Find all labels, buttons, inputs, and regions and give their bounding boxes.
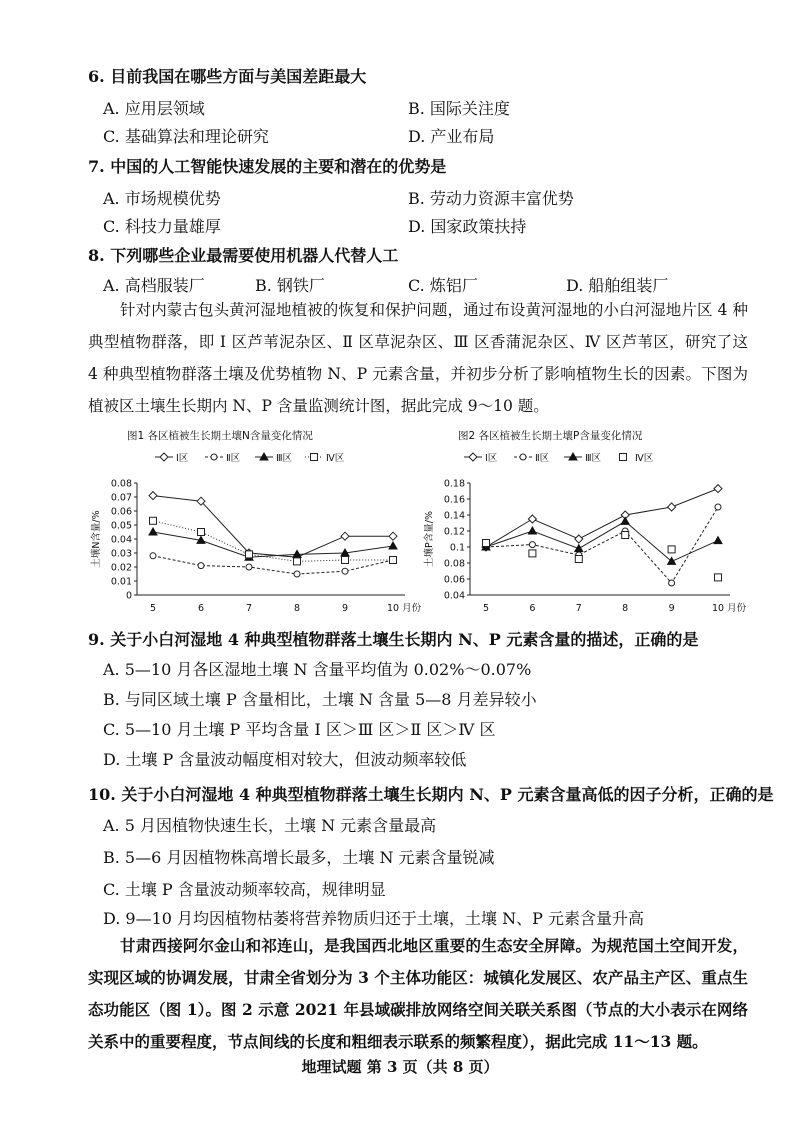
chart2-point-3-1 <box>529 550 536 557</box>
q7-option-c: C. 科技力量雄厚 <box>103 217 221 236</box>
chart1-y-tick-label-2: 0.02 <box>110 562 132 574</box>
chart1-x-tick-label-1: 6 <box>197 603 205 614</box>
chart2-x-tick-label-3: 8 <box>622 603 629 614</box>
chart2-point-0-4 <box>668 503 676 511</box>
chart1-point-3-4 <box>342 557 349 564</box>
q10-option-a: A. 5 月因植物快速生长，土壤 N 元素含量最高 <box>103 816 437 835</box>
chart1-point-3-5 <box>390 557 397 564</box>
chart2-point-2-2 <box>575 545 583 552</box>
chart1-point-0-5 <box>389 532 397 540</box>
q8-option-c: C. 炼铝厂 <box>408 276 478 295</box>
chart2-x-tick-label-5: 10 月份 <box>712 603 747 614</box>
chart1-point-2-0 <box>149 528 157 535</box>
chart1-point-3-3 <box>294 558 301 565</box>
q8-option-d: D. 船舶组装厂 <box>566 276 669 295</box>
chart1-point-1-4 <box>342 568 348 574</box>
chart1-point-3-1 <box>198 529 205 536</box>
chart2-legend-label-1: Ⅱ区 <box>535 453 550 464</box>
chart1-y-tick-label-5: 0.05 <box>110 520 132 532</box>
q8-option-a: A. 高档服装厂 <box>103 276 205 295</box>
chart1-legend-label-2: Ⅲ区 <box>276 453 293 464</box>
chart2-point-2-1 <box>528 527 536 534</box>
passage-wetland: 针对内蒙古包头黄河湿地植被的恢复和保护问题，通过布设黄河湿地的小白河湿地片区 4 种典型植物群落，即 Ⅰ 区芦苇泥杂区、Ⅱ 区草泥杂区、Ⅲ 区香蒲泥杂区、Ⅳ 区芦苇区，研究了这 4 种典型植物群落土壤及优势植物 N、P 元素含量，并初步分析了影响植物生长的因素。下图为植被区土壤生长期内 N、P 含量监测统计图，据此完成 9～10 题。 <box>88 301 748 415</box>
chart1-y-tick-label-4: 0.04 <box>110 534 132 546</box>
q10-stem: 10. 关于小白河湿地 4 种典型植物群落土壤生长期内 N、P 元素含量高低的因子分析，正确的是 <box>88 785 774 804</box>
chart2-point-3-3 <box>622 532 629 539</box>
chart2-legend-label-2: Ⅲ区 <box>585 453 602 464</box>
chart2-point-3-5 <box>715 574 722 581</box>
chart2-y-tick-label-1: 0.06 <box>443 574 465 586</box>
q7-option-d: D. 国家政策扶持 <box>408 217 527 236</box>
chart2-point-1-5 <box>715 504 721 510</box>
chart2-x-tick-label-0: 5 <box>482 603 490 614</box>
chart2-legend-label-0: Ⅰ区 <box>485 453 498 464</box>
q6-option-d: D. 产业布局 <box>408 127 495 146</box>
q6-option-b: B. 国际关注度 <box>408 99 510 118</box>
chart1-legend-marker-3 <box>311 454 318 461</box>
chart2-point-0-2 <box>575 535 583 543</box>
chart1-legend-label-1: Ⅱ区 <box>226 453 241 464</box>
passage-gansu: 甘肃西接阿尔金山和祁连山，是我国西北地区重要的生态安全屏障。为规范国土空间开发，实现区域的协调发展，甘肃全省划分为 3 个主体功能区：城镇化发展区、农产品主产区、重点生态功能区（图 1）。图 2 示意 2021 年县域碳排放网络空间关联关系图（节点的大小表示在网络关系中的重要程度，节点间线的长度和粗细表示联系的频繁程度），据此完成 11～13 题。 <box>88 936 748 1051</box>
q7-option-a: A. 市场规模优势 <box>103 189 221 208</box>
q9-option-c: C. 5—10 月土壤 P 平均含量 Ⅰ 区＞Ⅲ 区＞Ⅱ 区＞Ⅳ 区 <box>103 720 496 739</box>
chart1-legend-label-0: Ⅰ区 <box>176 453 189 464</box>
chart2-y-tick-label-6: 0.16 <box>443 494 465 506</box>
q9-option-a: A. 5—10 月各区湿地土壤 N 含量平均值为 0.02%～0.07% <box>103 660 532 679</box>
chart2-y-label: 土壤P含量/% <box>424 511 435 567</box>
chart2-point-0-1 <box>528 515 536 523</box>
chart2-point-2-5 <box>714 537 722 544</box>
chart2-y-tick-label-7: 0.18 <box>443 478 465 490</box>
q7-stem: 7. 中国的人工智能快速发展的主要和潜在的优势是 <box>88 157 447 176</box>
chart1-y-tick-label-0: 0 <box>125 590 132 602</box>
chart1-y-tick-label-7: 0.07 <box>110 492 132 504</box>
chart1-point-3-2 <box>246 551 253 558</box>
chart2-x-tick-label-4: 9 <box>668 603 675 614</box>
chart1-point-1-0 <box>150 553 156 559</box>
chart2-x-tick-label-2: 7 <box>575 603 582 614</box>
q9-stem: 9. 关于小白河湿地 4 种典型植物群落土壤生长期内 N、P 元素含量的描述，正确的是 <box>88 630 699 649</box>
chart2-title: 图2 各区植被生长期土壤P含量变化情况 <box>458 430 643 442</box>
chart1-y-tick-label-6: 0.06 <box>110 506 132 518</box>
q10-option-c: C. 土壤 P 含量波动频率较高，规律明显 <box>103 880 386 899</box>
q6-stem: 6. 目前我国在哪些方面与美国差距最大 <box>88 67 367 86</box>
q10-option-d: D. 9—10 月均因植物枯萎将营养物质归还于土壤，土壤 N、P 元素含量升高 <box>103 909 644 928</box>
q10-option-b: B. 5—6 月因植物株高增长最多，土壤 N 元素含量锐减 <box>103 848 495 867</box>
page-footer: 地理试题 第 3 页（共 8 页） <box>301 1058 499 1076</box>
chart2-y-tick-label-2: 0.08 <box>443 558 465 570</box>
q8-option-b: B. 钢铁厂 <box>255 276 325 295</box>
chart2-point-1-1 <box>529 542 535 548</box>
chart2-point-1-4 <box>669 580 675 586</box>
chart1-x-tick-label-3: 8 <box>293 603 301 614</box>
chart2-series-line-1 <box>486 507 718 583</box>
q7-option-b: B. 劳动力资源丰富优势 <box>408 189 574 208</box>
q9-option-b: B. 与同区域土壤 P 含量相比，土壤 N 含量 5—8 月差异较小 <box>103 690 537 709</box>
chart1-point-0-4 <box>341 532 349 540</box>
q8-stem: 8. 下列哪些企业最需要使用机器人代替人工 <box>88 246 399 265</box>
chart1-x-tick-label-4: 9 <box>341 603 349 614</box>
chart1-x-tick-label-2: 7 <box>245 603 253 614</box>
q9-option-d: D. 土壤 P 含量波动幅度相对较大，但波动频率较低 <box>103 750 467 769</box>
chart2-series-line-0 <box>486 489 718 547</box>
chart1-y-tick-label-8: 0.08 <box>110 478 132 490</box>
chart2-point-2-3 <box>621 517 629 524</box>
chart2-point-0-5 <box>714 485 722 493</box>
chart2-legend-label-3: Ⅳ区 <box>635 453 654 464</box>
chart1-y-label: 土壤N含量/% <box>91 510 102 568</box>
chart2-legend-marker-1 <box>520 454 526 460</box>
chart1-point-1-1 <box>198 563 204 569</box>
chart1-title: 图1 各区植被生长期土壤N含量变化情况 <box>127 430 313 442</box>
chart1-x-tick-label-0: 5 <box>149 603 157 614</box>
chart1-point-0-0 <box>149 492 157 500</box>
chart1-legend-marker-1 <box>211 454 217 460</box>
chart2-point-3-0 <box>483 540 490 547</box>
q6-option-a: A. 应用层领域 <box>103 99 205 118</box>
chart2-point-3-4 <box>668 546 675 553</box>
chart-soil-n <box>85 425 425 625</box>
chart2-legend-marker-3 <box>620 454 627 461</box>
chart2-y-tick-label-3: 0.1 <box>449 542 465 554</box>
chart2-y-tick-label-5: 0.14 <box>443 510 465 522</box>
chart-soil-p <box>420 425 750 625</box>
chart1-point-1-2 <box>246 564 252 570</box>
chart1-legend-marker-0 <box>160 453 168 461</box>
chart1-point-3-0 <box>150 517 157 524</box>
q6-option-c: C. 基础算法和理论研究 <box>103 127 269 146</box>
chart2-y-tick-label-4: 0.12 <box>443 526 465 538</box>
chart2-legend-marker-0 <box>469 453 477 461</box>
chart1-legend-label-3: Ⅳ区 <box>326 453 345 464</box>
chart1-y-tick-label-3: 0.03 <box>110 548 132 560</box>
chart2-y-tick-label-0: 0.04 <box>443 590 465 602</box>
chart1-y-tick-label-1: 0.01 <box>110 576 132 588</box>
chart1-point-1-3 <box>294 571 300 577</box>
chart1-series-line-0 <box>153 496 393 558</box>
chart2-point-3-2 <box>575 556 582 563</box>
chart1-x-tick-label-5: 10 月份 <box>387 603 422 614</box>
chart2-x-tick-label-1: 6 <box>529 603 536 614</box>
chart1-point-2-5 <box>389 542 397 549</box>
chart1-series-line-1 <box>153 556 393 574</box>
